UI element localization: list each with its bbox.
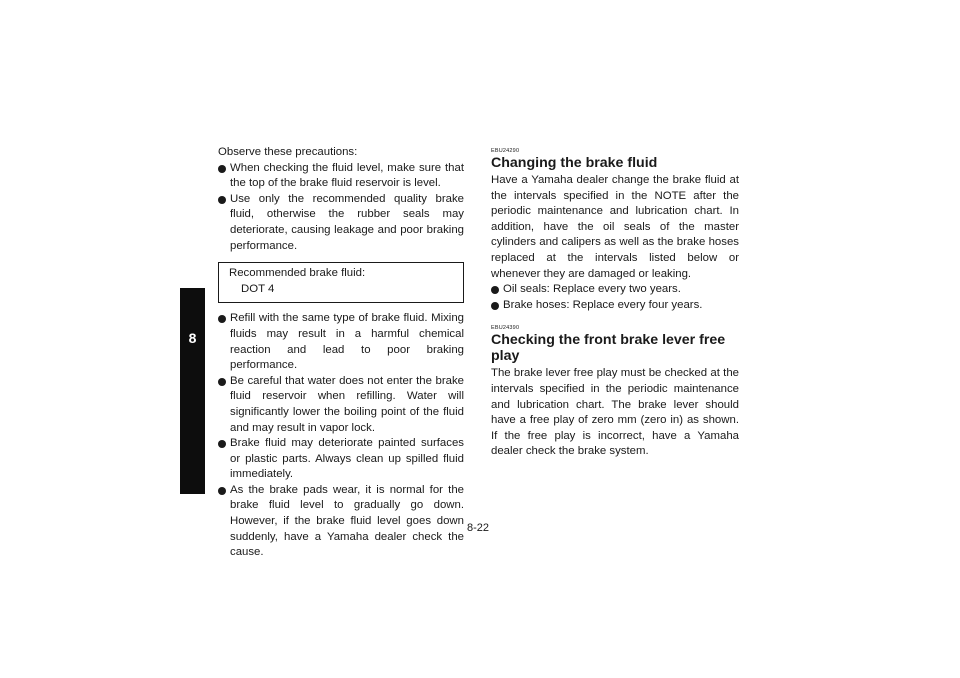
page-number: 8-22: [467, 522, 490, 534]
section-code: EBU24390: [491, 325, 520, 332]
precaution-bullet: As the brake pads wear, it is normal for the brake fluid level to gradually go down. However, if the brake fluid level goes down suddenly, have a Yamaha dealer check the cause.: [218, 483, 464, 561]
precautions-intro: Observe these precautions:: [218, 146, 358, 158]
section-body: Have a Yamaha dealer change the brake fluid at the intervals specified in the NOTE after the periodic maintenance and lubrication chart. In addition, have the oil seals of the master cylinders and calipers as well as the brake hoses replaced at the intervals listed below or whenever they are damaged or leaking.: [491, 174, 739, 280]
spec-value: DOT 4: [241, 282, 275, 295]
interval-bullet: Oil seals: Replace every two years.: [491, 282, 739, 298]
precaution-bullet: Brake fluid may deteriorate painted surfaces or plastic parts. Always clean up spilled fluid immediately.: [218, 436, 464, 483]
section-body: The brake lever free play must be checked at the intervals specified in the periodic maintenance and lubrication chart. The brake lever should have a free play of zero mm (zero in) as shown. If the free play is incorrect, have a Yamaha dealer check the brake system.: [491, 367, 739, 458]
left-column: [218, 145, 464, 561]
interval-bullet: Brake hoses: Replace every four years.: [491, 298, 739, 314]
section-code: EBU24290: [491, 148, 520, 154]
section-heading-lever-free-play: Checking the front brake lever free play: [491, 332, 726, 365]
chapter-tab-number: 8: [188, 330, 197, 346]
spec-label: Recommended brake fluid:: [229, 267, 366, 280]
precaution-bullet: Be careful that water does not enter the brake fluid reservoir when refilling. Water will significantly lower the boiling point of the fluid and may result in vapor lock.: [218, 374, 464, 436]
recommended-fluid-box: [218, 262, 464, 303]
precaution-bullet: Use only the recommended quality brake fluid, otherwise the rubber seals may deteriorate, causing leakage and poor braking performance.: [218, 192, 464, 254]
section-spacer: [491, 313, 739, 325]
section-heading-changing-brake-fluid: Changing the brake fluid: [491, 155, 658, 171]
right-column: [491, 148, 739, 460]
chapter-tab: [180, 288, 205, 494]
precaution-bullet: When checking the fluid level, make sure that the top of the brake fluid reservoir is level.: [218, 161, 464, 192]
precaution-bullet: Refill with the same type of brake fluid. Mixing fluids may result in a harmful chemical reaction and lead to poor braking performance.: [218, 311, 464, 373]
